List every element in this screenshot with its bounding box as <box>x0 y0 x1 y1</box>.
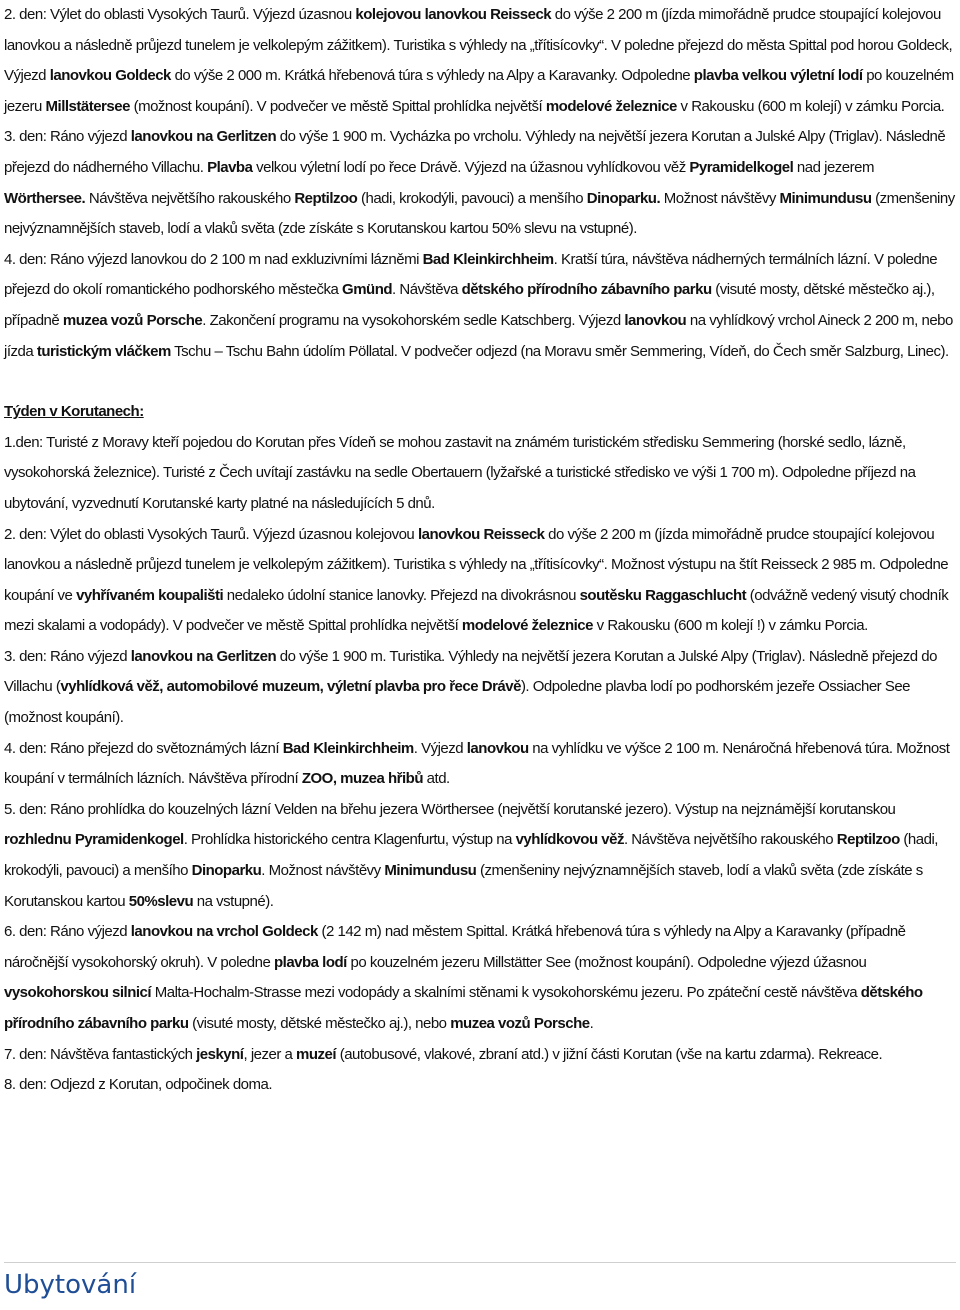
highlighted-text: Reptilzoo <box>294 189 358 207</box>
text-run: . Zakončení programu na vysokohorském sedle Katschberg. Výjezd <box>202 311 625 329</box>
highlighted-text: Bad Kleinkirchheim <box>282 739 414 757</box>
text-run: velkou výletní lodí po řece Drávě. Výjezd na úžasnou vyhlídkovou věž <box>252 158 690 176</box>
text-run: po kouzelném jezeru <box>4 67 954 115</box>
highlighted-text: muzea vozů Porsche <box>62 311 203 329</box>
text-run: . Návštěva největšího rakouského <box>623 831 837 849</box>
text-run: do výše 2 200 m (jízda mimořádně prudce stoupající kolejovou lanovkou a následně průjezd tunelem je velkolepým zážitkem). Turistika s výhledy na „třítisícovky“. Možnost výstupu na štít Reisseck 2 985 m. Odpoledne koupání ve <box>4 525 949 604</box>
text-run: ). Odpoledne plavba lodí po podhorském jezeře Ossiacher See (možnost koupání). <box>4 678 911 727</box>
highlighted-text: rozhlednu Pyramidenkogel <box>4 831 184 849</box>
text-run: . Výjezd <box>413 739 467 757</box>
program-day-paragraph <box>4 795 956 917</box>
text-run: po kouzelném jezeru Millstätter See (možnost koupání). Odpoledne výjezd úžasnou <box>346 953 867 971</box>
highlighted-text: vyhlídkovou věž <box>515 831 624 849</box>
text-run: (2 142 m) nad městem Spittal. Krátká hřebenová túra s výhledy na Alpy a Karavanky (případně náročnější vysokohorský okruh). V poledne <box>4 923 906 971</box>
text-run: do výše 1 900 m. Turistika. Výhledy na největší jezera Korutan a Julské Alpy (Triglav). Následně přejezd do Villachu ( <box>4 647 937 696</box>
highlighted-text: modelové železnice <box>461 617 593 635</box>
highlighted-text: Bad Kleinkirchheim <box>422 250 554 268</box>
spacer <box>4 367 956 397</box>
highlighted-text: Reptilzoo <box>836 831 900 849</box>
text-run: do výše 2 000 m. Krátká hřebenová túra s výhledy na Alpy a Karavanky. Odpoledne <box>170 67 694 85</box>
highlighted-text: ZOO, muzea hřibů <box>301 770 424 788</box>
week-program <box>4 428 956 1101</box>
highlighted-text: modelové železnice <box>545 97 677 115</box>
text-run: na vyhlídkový vrchol Aineck 2 200 m, nebo jízda <box>4 311 953 360</box>
text-run: . <box>589 1015 594 1032</box>
text-run: 4. den: Ráno výjezd lanovkou do 2 100 m nad exkluzivními lázněmi <box>4 250 423 268</box>
section-title-ubytovani: Ubytování <box>4 1270 137 1300</box>
highlighted-text: lanovkou na Gerlitzen <box>130 647 277 665</box>
text-run: (odvážně vedený visutý chodník mezi skalami a vodopády). V podvečer ve městě Spittal prohlídka největší <box>4 586 949 635</box>
highlighted-text: lanovkou na vrchol Goldeck <box>130 923 318 941</box>
intro-program <box>4 0 956 367</box>
highlighted-text: lanovkou <box>466 739 529 757</box>
highlighted-text: soutěsku Raggaschlucht <box>579 586 747 604</box>
text-run: (zmenšeniny nejvýznamnějších staveb, lodí a vlaků světa (zde získáte s Korutanskou kartou <box>4 862 923 910</box>
highlighted-text: dětského přírodního zábavního parku <box>461 281 712 299</box>
highlighted-text: dětského přírodního zábavního parku <box>4 984 923 1032</box>
text-run: 3. den: Ráno výjezd <box>4 647 131 665</box>
highlighted-text: Gmünd <box>342 281 393 299</box>
highlighted-text: muzeí <box>296 1045 337 1063</box>
text-run: nedaleko údolní stanice lanovky. Přejezd na divokrásnou <box>223 586 580 604</box>
text-run: 3. den: Ráno výjezd <box>4 128 131 146</box>
text-run: do výše 1 900 m. Vycházka po vrcholu. Výhledy na největší jezera Korutan a Julské Alpy (Triglav). Následně přejezd do nádherného Villachu. <box>4 128 946 176</box>
text-run: (možnost koupání). V podvečer ve městě Spittal prohlídka největší <box>129 97 546 115</box>
text-run: 8. den: Odjezd z Korutan, odpočinek doma. <box>4 1076 273 1094</box>
highlighted-text: vysokohorskou silnicí <box>4 984 152 1002</box>
highlighted-text: 50%slevu <box>128 892 194 910</box>
highlighted-text: plavba velkou výletní lodí <box>693 67 863 85</box>
text-run: Malta-Hochalm-Strasse mezi vodopády a skalními stěnami k vysokohorskému jezeru. Po zpáteční cestě návštěva <box>151 984 861 1002</box>
text-run: . Návštěva <box>392 281 462 299</box>
text-run: na vyhlídku ve výšce 2 100 m. Nenáročná hřebenová túra. Možnost koupání v termálních lázních. Návštěva přírodní <box>4 739 950 788</box>
program-day-paragraph <box>4 0 956 122</box>
highlighted-text: lanovkou <box>624 311 687 329</box>
text-run: 1.den: Turisté z Moravy kteří pojedou do Korutan přes Vídeň se mohou zastavit na známém turistickém středisku Semmering (horské sedlo, lázně, vysokohorská železnice). Turisté z Čech uvítají zastávku na sedle Obertauern (lyžařské a turistické středisko ve výši 1 700 m). Odpoledne příjezd na ubytování, vyzvednutí Korutanské karty platné na následujících 5 dnů. <box>4 433 916 512</box>
highlighted-text: jeskyní <box>196 1045 244 1063</box>
program-day-paragraph <box>4 642 956 734</box>
program-day-paragraph <box>4 1070 956 1101</box>
text-run: . Možnost návštěvy <box>261 862 385 880</box>
document-page <box>4 0 956 1101</box>
text-run: (visuté mosty, dětské městečko aj.), případně <box>4 281 935 329</box>
text-run: (zmenšeniny nejvýznamnějších staveb, lodí a vlaků světa (zde získáte s Korutanskou kartou 50% slevu na vstupné). <box>4 189 955 238</box>
text-run: Možnost návštěvy <box>660 189 780 207</box>
program-day-paragraph <box>4 122 956 244</box>
highlighted-text: Wörthersee. <box>4 189 86 207</box>
program-day-paragraph <box>4 917 956 1039</box>
text-run: 4. den: Ráno přejezd do světoznámých lázní <box>4 739 283 757</box>
highlighted-text: Minimundusu <box>779 189 872 207</box>
highlighted-text: turistickým vláčkem <box>36 342 171 360</box>
highlighted-text: lanovkou Goldeck <box>49 67 171 85</box>
week-heading: Týden v Korutanech: <box>4 403 144 421</box>
text-run: do výše 2 200 m (jízda mimořádně prudce stoupající kolejovou lanovkou a následně průjezd tunelem je velkolepým zážitkem). Turistika s výhledy na „třítisícovky“. V poledne přejezd do města Spittal pod horou Goldeck, Výjezd <box>4 6 953 85</box>
text-run: Tschu – Tschu Bahn údolím Pöllatal. V podvečer odjezd (na Moravu směr Semmering, Vídeň, do Čech směr Salzburg, Linec). <box>170 342 949 360</box>
highlighted-text: muzea vozů Porsche <box>450 1015 590 1032</box>
highlighted-text: lanovkou Reisseck <box>417 525 545 543</box>
highlighted-text: lanovkou na Gerlitzen <box>130 128 277 146</box>
text-run: (autobusové, vlakové, zbraní atd.) v jižní části Korutan (vše na kartu zdarma). Rekreace. <box>336 1045 883 1063</box>
text-run: 2. den: Výlet do oblasti Vysokých Taurů. Výjezd úzasnou <box>4 6 356 23</box>
highlighted-text: vyhřívaném koupališti <box>76 586 224 604</box>
text-run: Návštěva největšího rakouského <box>85 189 295 207</box>
text-run: (hadi, krokodýli, pavouci) a menšího <box>4 831 938 880</box>
text-run: 6. den: Ráno výjezd <box>4 923 131 941</box>
text-run: atd. <box>423 770 450 788</box>
highlighted-text: plavba lodí <box>273 953 347 971</box>
text-run: . Kratší túra, návštěva nádherných termálních lázní. V poledne přejezd do okolí romantického podhorského městečka <box>4 250 938 299</box>
highlighted-text: Dinoparku. <box>586 189 661 207</box>
program-day-paragraph <box>4 1040 956 1071</box>
text-run: (visuté mosty, dětské městečko aj.), nebo <box>188 1015 451 1032</box>
highlighted-text: vyhlídková věž, automobilové muzeum, výletní plavba pro řece Drávě <box>60 678 521 696</box>
text-run: (hadi, krokodýli, pavouci) a menšího <box>357 189 587 207</box>
text-run: v Rakousku (600 m kolejí) v zámku Porcia. <box>676 97 945 115</box>
highlighted-text: kolejovou lanovkou Reisseck <box>355 6 552 23</box>
highlighted-text: Pyramidelkogel <box>689 158 794 176</box>
text-run: . Prohlídka historického centra Klagenfurtu, výstup na <box>183 831 516 849</box>
text-run: 2. den: Výlet do oblasti Vysokých Taurů. Výjezd úzasnou kolejovou <box>4 525 418 543</box>
highlighted-text: Millstätersee <box>45 97 130 115</box>
section-divider <box>4 1262 956 1263</box>
highlighted-text: Minimundusu <box>384 862 477 880</box>
program-day-paragraph <box>4 245 956 367</box>
program-day-paragraph <box>4 428 956 520</box>
text-run: 5. den: Ráno prohlídka do kouzelných lázní Velden na břehu jezera Wörthersee (největší korutanské jezero). Výstup na nejznámější korutanskou <box>4 800 896 818</box>
program-day-paragraph <box>4 520 956 642</box>
highlighted-text: Plavba <box>207 158 253 176</box>
text-run: 7. den: Návštěva fantastických <box>4 1045 197 1063</box>
program-day-paragraph <box>4 734 956 795</box>
text-run: , jezer a <box>243 1045 297 1063</box>
text-run: nad jezerem <box>793 158 874 176</box>
text-run: na vstupné). <box>193 892 274 910</box>
text-run: v Rakousku (600 m kolejí !) v zámku Porcia. <box>592 617 868 635</box>
highlighted-text: Dinoparku <box>191 862 262 880</box>
